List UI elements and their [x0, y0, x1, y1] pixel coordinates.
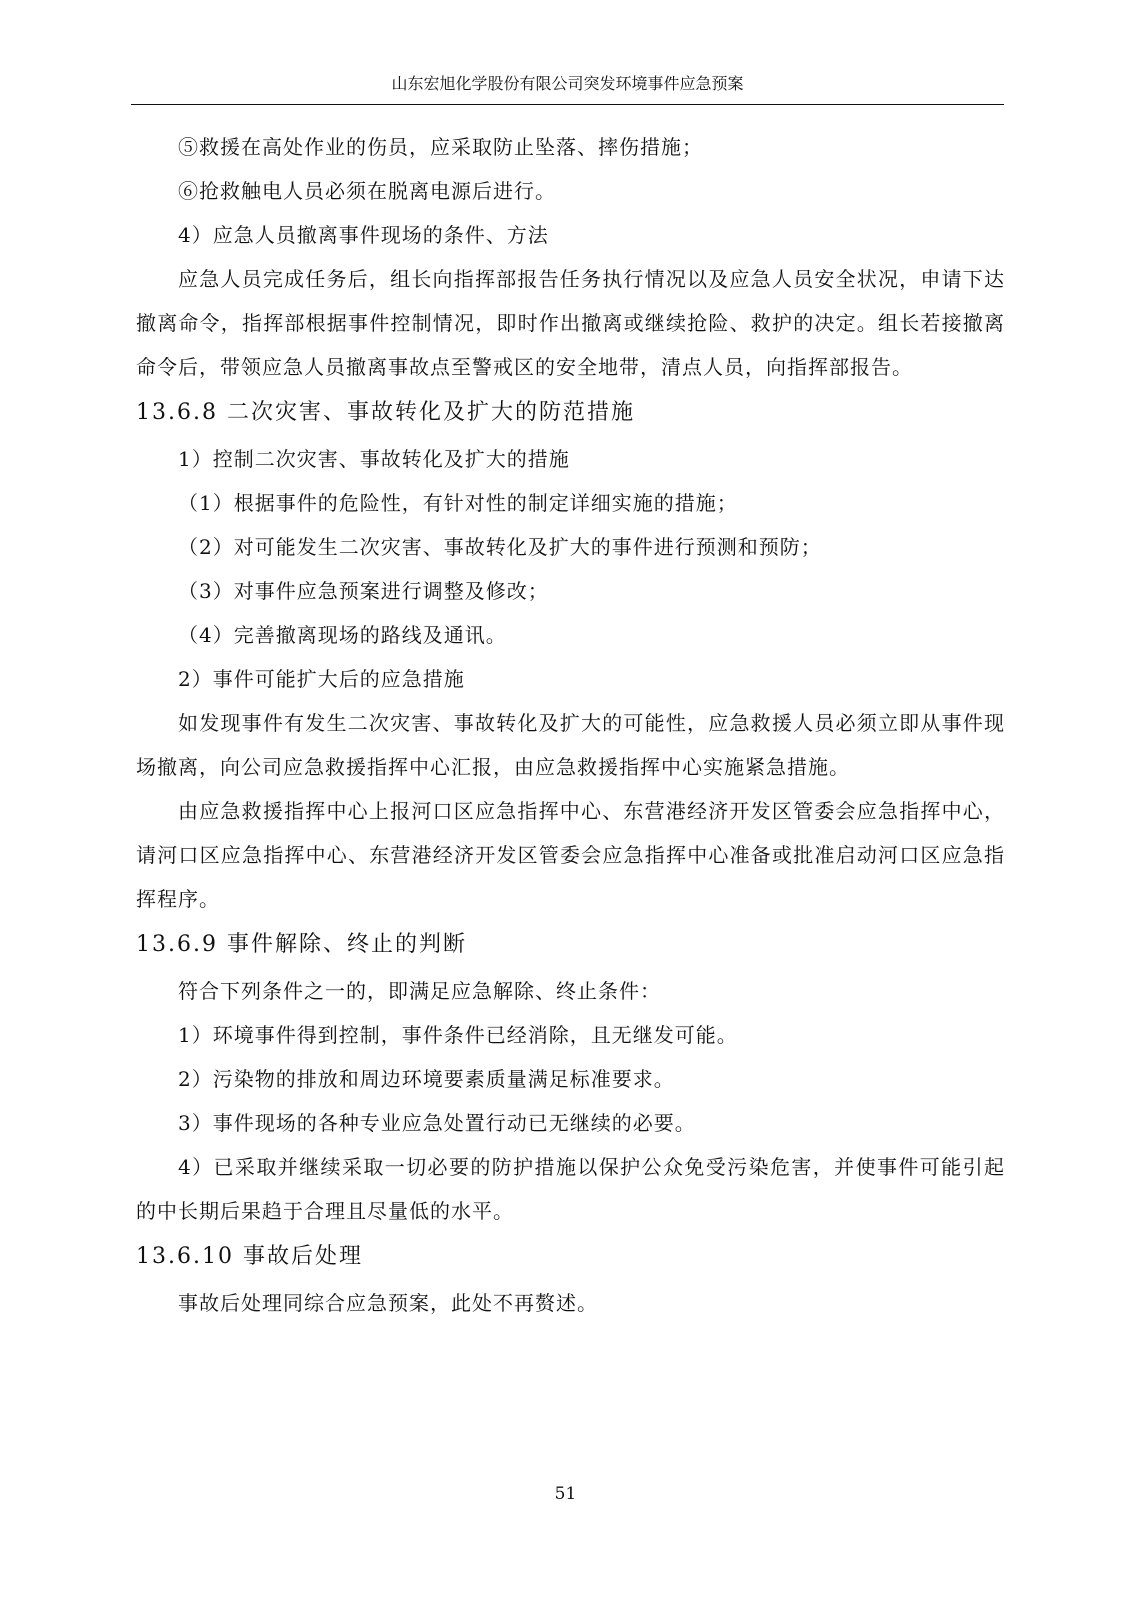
paragraph: 如发现事件有发生二次灾害、事故转化及扩大的可能性，应急救援人员必须立即从事件现场撤离，向公司应急救援指挥中心汇报，由应急救援指挥中心实施紧急措施。	[136, 711, 1005, 779]
paragraph: 2）事件可能扩大后的应急措施	[178, 667, 465, 691]
header-divider	[131, 104, 1004, 105]
list-item: （1）根据事件的危险性，有针对性的制定详细实施的措施；	[178, 491, 738, 515]
list-item: 4）已采取并继续采取一切必要的防护措施以保护公众免受污染危害，并使事件可能引起的中长期后果趋于合理且尽量低的水平。	[136, 1155, 1005, 1223]
list-item: 2）污染物的排放和周边环境要素质量满足标准要求。	[178, 1067, 675, 1091]
paragraph: 符合下列条件之一的，即满足应急解除、终止条件：	[178, 979, 661, 1003]
document-body	[136, 125, 1005, 1325]
paragraph: 1）控制二次灾害、事故转化及扩大的措施	[178, 447, 570, 471]
page-number: 51	[554, 1484, 577, 1504]
section-heading-13-6-8: 13.6.8 二次灾害、事故转化及扩大的防范措施	[136, 400, 635, 425]
list-item: （4）完善撤离现场的路线及通讯。	[178, 623, 507, 647]
section-heading-13-6-10: 13.6.10 事故后处理	[136, 1244, 363, 1269]
list-item: 3）事件现场的各种专业应急处置行动已无继续的必要。	[178, 1111, 696, 1135]
section-heading-13-6-9: 13.6.9 事件解除、终止的判断	[136, 932, 467, 957]
paragraph: ⑥抢救触电人员必须在脱离电源后进行。	[178, 179, 556, 203]
paragraph: 应急人员完成任务后，组长向指挥部报告任务执行情况以及应急人员安全状况，申请下达撤离命令，指挥部根据事件控制情况，即时作出撤离或继续抢险、救护的决定。组长若接撤离命令后，带领应急人员撤离事故点至警戒区的安全地带，清点人员，向指挥部报告。	[136, 267, 1005, 379]
page-header-title: 山东宏旭化学股份有限公司突发环境事件应急预案	[391, 74, 744, 93]
paragraph: 事故后处理同综合应急预案，此处不再赘述。	[178, 1291, 598, 1315]
list-item: （2）对可能发生二次灾害、事故转化及扩大的事件进行预测和预防；	[178, 535, 822, 559]
paragraph: 4）应急人员撤离事件现场的条件、方法	[178, 223, 549, 247]
paragraph: ⑤救援在高处作业的伤员，应采取防止坠落、摔伤措施；	[178, 135, 703, 159]
list-item: （3）对事件应急预案进行调整及修改；	[178, 579, 549, 603]
list-item: 1）环境事件得到控制，事件条件已经消除，且无继发可能。	[178, 1023, 738, 1047]
paragraph: 由应急救援指挥中心上报河口区应急指挥中心、东营港经济开发区管委会应急指挥中心，请河口区应急指挥中心、东营港经济开发区管委会应急指挥中心准备或批准启动河口区应急指挥程序。	[136, 799, 1005, 911]
